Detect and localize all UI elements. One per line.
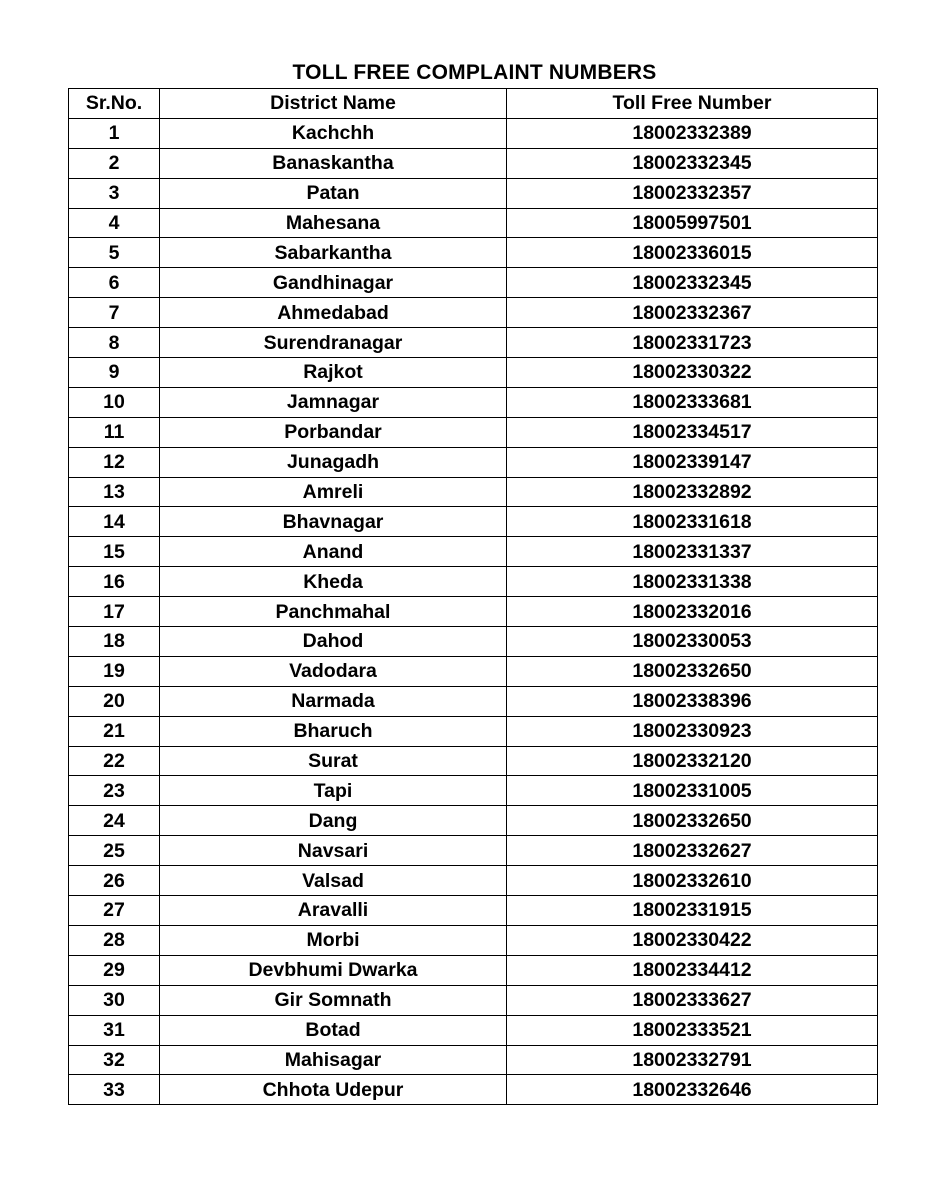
- cell-district-name: Surendranagar: [160, 328, 507, 358]
- cell-district-name: Botad: [160, 1015, 507, 1045]
- cell-toll-free-number: 18002332367: [507, 298, 878, 328]
- table-row: [69, 447, 878, 477]
- table-row: [69, 1045, 878, 1075]
- cell-toll-free-number: 18005997501: [507, 208, 878, 238]
- cell-district-name: Panchmahal: [160, 597, 507, 627]
- cell-toll-free-number: 18002334412: [507, 955, 878, 985]
- cell-toll-free-number: 18002338396: [507, 686, 878, 716]
- cell-district-name: Amreli: [160, 477, 507, 507]
- cell-toll-free-number: 18002332892: [507, 477, 878, 507]
- cell-sr-no: 29: [69, 955, 160, 985]
- toll-free-table: [68, 88, 878, 1105]
- table-row: [69, 686, 878, 716]
- cell-district-name: Patan: [160, 178, 507, 208]
- table-row: [69, 118, 878, 148]
- cell-sr-no: 1: [69, 118, 160, 148]
- cell-toll-free-number: 18002332357: [507, 178, 878, 208]
- cell-sr-no: 16: [69, 567, 160, 597]
- cell-district-name: Mahesana: [160, 208, 507, 238]
- table-row: [69, 716, 878, 746]
- cell-district-name: Tapi: [160, 776, 507, 806]
- cell-toll-free-number: 18002333521: [507, 1015, 878, 1045]
- table-row: [69, 866, 878, 896]
- table-row: [69, 896, 878, 926]
- table-row: [69, 955, 878, 985]
- cell-sr-no: 4: [69, 208, 160, 238]
- cell-sr-no: 25: [69, 836, 160, 866]
- table-row: [69, 238, 878, 268]
- cell-toll-free-number: 18002332345: [507, 148, 878, 178]
- table-header-row: [69, 89, 878, 119]
- cell-district-name: Navsari: [160, 836, 507, 866]
- cell-district-name: Vadodara: [160, 656, 507, 686]
- cell-sr-no: 17: [69, 597, 160, 627]
- cell-district-name: Dang: [160, 806, 507, 836]
- cell-sr-no: 22: [69, 746, 160, 776]
- cell-toll-free-number: 18002332650: [507, 806, 878, 836]
- table-body: [69, 118, 878, 1104]
- cell-district-name: Kachchh: [160, 118, 507, 148]
- table-row: [69, 656, 878, 686]
- table-row: [69, 836, 878, 866]
- cell-district-name: Jamnagar: [160, 387, 507, 417]
- cell-sr-no: 11: [69, 417, 160, 447]
- cell-toll-free-number: 18002330923: [507, 716, 878, 746]
- cell-toll-free-number: 18002331723: [507, 328, 878, 358]
- cell-district-name: Valsad: [160, 866, 507, 896]
- cell-toll-free-number: 18002331338: [507, 567, 878, 597]
- cell-sr-no: 12: [69, 447, 160, 477]
- table-row: [69, 178, 878, 208]
- table-row: [69, 925, 878, 955]
- cell-sr-no: 7: [69, 298, 160, 328]
- cell-toll-free-number: 18002332016: [507, 597, 878, 627]
- cell-district-name: Gir Somnath: [160, 985, 507, 1015]
- header-district-name: District Name: [160, 89, 507, 119]
- cell-district-name: Junagadh: [160, 447, 507, 477]
- cell-district-name: Narmada: [160, 686, 507, 716]
- cell-toll-free-number: 18002330322: [507, 358, 878, 388]
- cell-sr-no: 31: [69, 1015, 160, 1045]
- table-row: [69, 328, 878, 358]
- header-toll-free-number: Toll Free Number: [507, 89, 878, 119]
- table-row: [69, 1075, 878, 1105]
- cell-toll-free-number: 18002336015: [507, 238, 878, 268]
- cell-sr-no: 24: [69, 806, 160, 836]
- cell-district-name: Bharuch: [160, 716, 507, 746]
- table-row: [69, 567, 878, 597]
- cell-district-name: Kheda: [160, 567, 507, 597]
- cell-toll-free-number: 18002332791: [507, 1045, 878, 1075]
- cell-district-name: Porbandar: [160, 417, 507, 447]
- cell-district-name: Banaskantha: [160, 148, 507, 178]
- cell-toll-free-number: 18002332389: [507, 118, 878, 148]
- cell-sr-no: 33: [69, 1075, 160, 1105]
- cell-toll-free-number: 18002332610: [507, 866, 878, 896]
- cell-toll-free-number: 18002332627: [507, 836, 878, 866]
- table-row: [69, 776, 878, 806]
- cell-sr-no: 23: [69, 776, 160, 806]
- table-row: [69, 597, 878, 627]
- cell-district-name: Bhavnagar: [160, 507, 507, 537]
- table-row: [69, 477, 878, 507]
- cell-sr-no: 3: [69, 178, 160, 208]
- cell-toll-free-number: 18002330053: [507, 627, 878, 657]
- cell-sr-no: 19: [69, 656, 160, 686]
- cell-sr-no: 2: [69, 148, 160, 178]
- cell-toll-free-number: 18002332650: [507, 656, 878, 686]
- cell-sr-no: 27: [69, 896, 160, 926]
- cell-toll-free-number: 18002331005: [507, 776, 878, 806]
- table-row: [69, 208, 878, 238]
- cell-district-name: Gandhinagar: [160, 268, 507, 298]
- table-row: [69, 268, 878, 298]
- cell-sr-no: 15: [69, 537, 160, 567]
- cell-toll-free-number: 18002333627: [507, 985, 878, 1015]
- table-row: [69, 298, 878, 328]
- cell-district-name: Dahod: [160, 627, 507, 657]
- cell-toll-free-number: 18002334517: [507, 417, 878, 447]
- cell-district-name: Devbhumi Dwarka: [160, 955, 507, 985]
- cell-toll-free-number: 18002333681: [507, 387, 878, 417]
- header-sr-no: Sr.No.: [69, 89, 160, 119]
- cell-sr-no: 18: [69, 627, 160, 657]
- table-row: [69, 627, 878, 657]
- cell-sr-no: 21: [69, 716, 160, 746]
- table-row: [69, 537, 878, 567]
- cell-district-name: Morbi: [160, 925, 507, 955]
- table-row: [69, 507, 878, 537]
- cell-toll-free-number: 18002331618: [507, 507, 878, 537]
- table-row: [69, 358, 878, 388]
- page-title: TOLL FREE COMPLAINT NUMBERS: [292, 61, 657, 84]
- cell-district-name: Mahisagar: [160, 1045, 507, 1075]
- cell-district-name: Surat: [160, 746, 507, 776]
- cell-toll-free-number: 18002331915: [507, 896, 878, 926]
- cell-district-name: Sabarkantha: [160, 238, 507, 268]
- cell-toll-free-number: 18002332120: [507, 746, 878, 776]
- cell-sr-no: 32: [69, 1045, 160, 1075]
- cell-toll-free-number: 18002332345: [507, 268, 878, 298]
- cell-toll-free-number: 18002331337: [507, 537, 878, 567]
- cell-toll-free-number: 18002339147: [507, 447, 878, 477]
- cell-district-name: Anand: [160, 537, 507, 567]
- cell-sr-no: 26: [69, 866, 160, 896]
- cell-sr-no: 30: [69, 985, 160, 1015]
- cell-district-name: Chhota Udepur: [160, 1075, 507, 1105]
- cell-sr-no: 28: [69, 925, 160, 955]
- cell-district-name: Ahmedabad: [160, 298, 507, 328]
- cell-sr-no: 9: [69, 358, 160, 388]
- cell-sr-no: 6: [69, 268, 160, 298]
- cell-district-name: Aravalli: [160, 896, 507, 926]
- cell-sr-no: 10: [69, 387, 160, 417]
- table-row: [69, 1015, 878, 1045]
- cell-toll-free-number: 18002332646: [507, 1075, 878, 1105]
- table-row: [69, 387, 878, 417]
- cell-sr-no: 20: [69, 686, 160, 716]
- cell-sr-no: 5: [69, 238, 160, 268]
- cell-sr-no: 14: [69, 507, 160, 537]
- table-row: [69, 746, 878, 776]
- cell-sr-no: 13: [69, 477, 160, 507]
- table-row: [69, 417, 878, 447]
- table-row: [69, 985, 878, 1015]
- table-row: [69, 806, 878, 836]
- table-row: [69, 148, 878, 178]
- cell-sr-no: 8: [69, 328, 160, 358]
- cell-toll-free-number: 18002330422: [507, 925, 878, 955]
- cell-district-name: Rajkot: [160, 358, 507, 388]
